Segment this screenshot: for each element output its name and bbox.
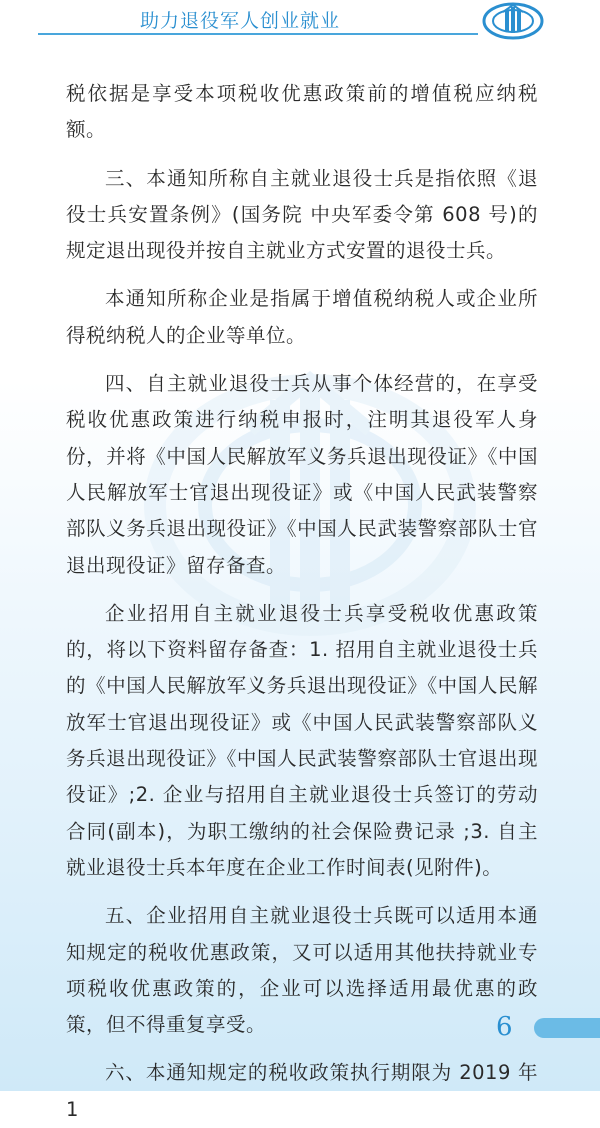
paragraph-3: 本通知所称企业是指属于增值税纳税人或企业所得税纳税人的企业等单位。 bbox=[66, 287, 538, 347]
paragraph-4: 四、自主就业退役士兵从事个体经营的，在享受税收优惠政策进行纳税申报时，注明其退役军人身份，并将《中国人民解放军义务兵退出现役证》《中国人民解放军士官退出现役证》或《中国人民武装警察部队义务兵退出现役证》《中国人民武装警察部队士官退出现役证》留存备查。 bbox=[66, 372, 538, 577]
page-header bbox=[0, 0, 600, 44]
tax-emblem-logo bbox=[481, 2, 545, 40]
paragraph-6: 五、企业招用自主就业退役士兵既可以适用本通知规定的税收优惠政策，又可以适用其他扶持就业专项税收优惠政策的，企业可以选择适用最优惠的政策，但不得重复享受。 bbox=[66, 904, 538, 1037]
paragraph-1: 税依据是享受本项税收优惠政策前的增值税应纳税额。 bbox=[66, 82, 538, 142]
header-divider bbox=[38, 33, 478, 35]
page-number: 6 bbox=[496, 1012, 513, 1042]
paragraph-5: 企业招用自主就业退役士兵享受税收优惠政策的，将以下资料留存备查：1. 招用自主就业退役士兵的《中国人民解放军义务兵退出现役证》《中国人民解放军士官退出现役证》或《中国人民武装警察部队义务兵退出现役证》《中国人民武装警察部队士官退出现役证》;2. 企业与招用自主就业退役士兵签订的劳动合同(副本)，为职工缴纳的社会保险费记录 ;3. 自主就业退役士兵本年度在企业工作时间表(见附件)。 bbox=[66, 601, 538, 879]
document-body bbox=[66, 76, 538, 1128]
page-number-bar bbox=[534, 1018, 600, 1038]
paragraph-2: 三、本通知所称自主就业退役士兵是指依照《退役士兵安置条例》(国务院 中央军委令第 608 号)的规定退出现役并按自主就业方式安置的退役士兵。 bbox=[66, 166, 538, 263]
paragraph-7: 六、本通知规定的税收政策执行期限为 2019 年 1 bbox=[66, 1061, 538, 1121]
header-title: 助力退役军人创业就业 bbox=[139, 10, 340, 32]
